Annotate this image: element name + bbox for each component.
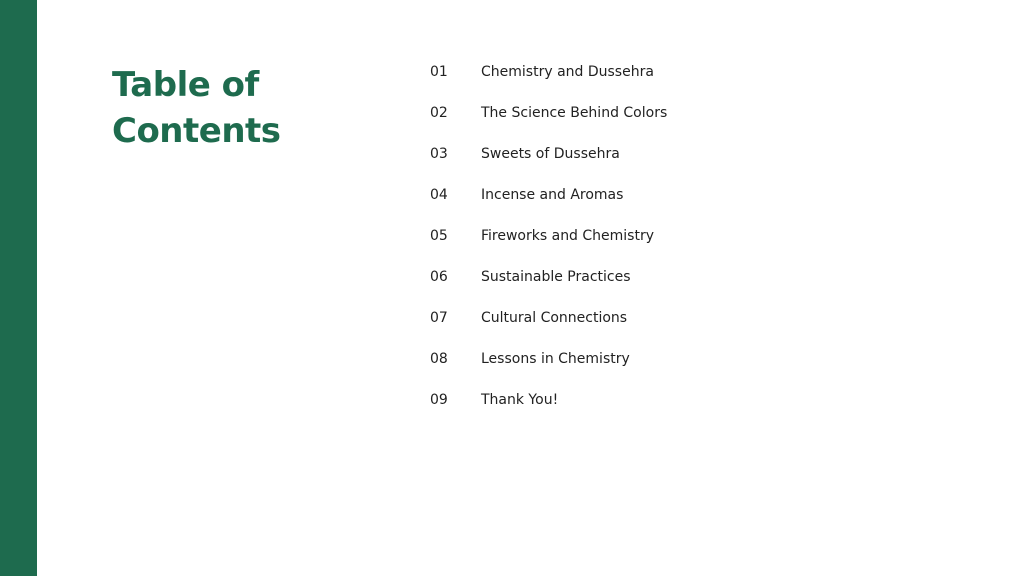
toc-label: Sustainable Practices (481, 268, 631, 285)
toc-label: The Science Behind Colors (481, 104, 668, 121)
toc-label: Thank You! (481, 391, 559, 408)
toc-item-01[interactable] (430, 51, 667, 92)
toc-item-06[interactable] (430, 256, 667, 297)
toc-item-03[interactable] (430, 133, 667, 174)
toc-item-02[interactable] (430, 92, 667, 133)
toc-label: Chemistry and Dussehra (481, 63, 654, 80)
toc-number: 09 (430, 391, 448, 408)
toc-label: Sweets of Dussehra (481, 145, 620, 162)
toc-label: Cultural Connections (481, 309, 628, 326)
page-title: Table of Contents (112, 65, 281, 151)
toc-item-04[interactable] (430, 174, 667, 215)
toc-list (430, 51, 667, 420)
toc-label: Fireworks and Chemistry (481, 227, 655, 244)
toc-item-05[interactable] (430, 215, 667, 256)
toc-label: Incense and Aromas (481, 186, 624, 203)
toc-item-09[interactable] (430, 379, 667, 420)
accent-bar (0, 0, 37, 576)
toc-number: 03 (430, 145, 448, 162)
toc-number: 07 (430, 309, 448, 326)
toc-number: 06 (430, 268, 448, 285)
toc-label: Lessons in Chemistry (481, 350, 630, 367)
toc-item-08[interactable] (430, 338, 667, 379)
toc-item-07[interactable] (430, 297, 667, 338)
toc-number: 08 (430, 350, 448, 367)
toc-number: 02 (430, 104, 448, 121)
toc-number: 05 (430, 227, 448, 244)
toc-number: 01 (430, 63, 448, 80)
toc-number: 04 (430, 186, 448, 203)
